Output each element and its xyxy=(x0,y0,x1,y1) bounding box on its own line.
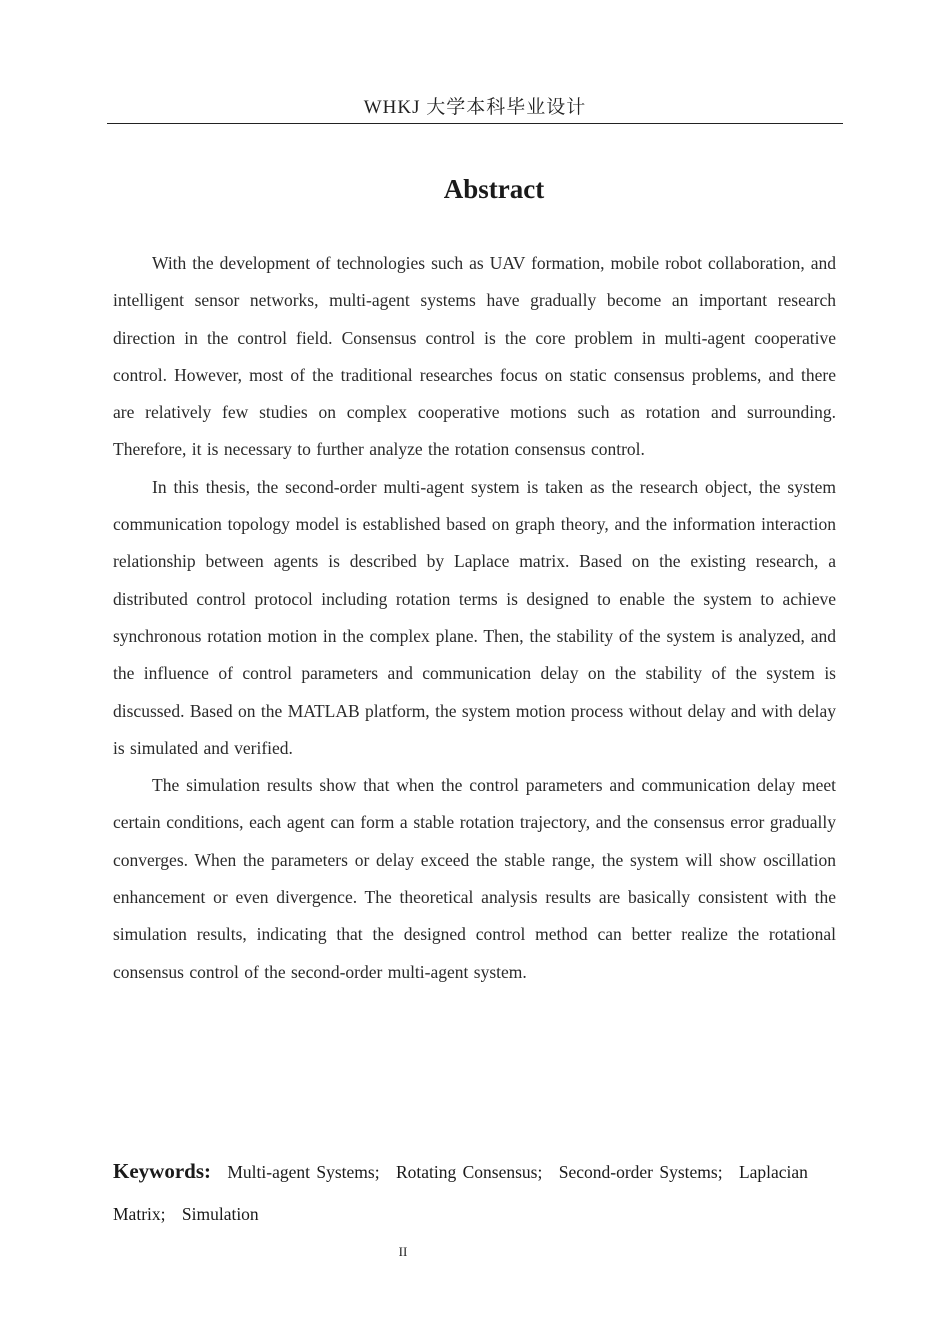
page-number: II xyxy=(398,1244,408,1259)
keyword-item: Rotating Consensus; xyxy=(395,1162,543,1182)
abstract-title: Abstract xyxy=(443,174,545,204)
abstract-paragraph-3: The simulation results show that when the control parameters and communication delay meet certain conditions, each agent can form a stable rotation trajectory, and the consensus error gradually converges. When the parameters or delay exceed the stable range, the system will show oscillation enhancement or even divergence. The theoretical analysis results are basically consistent with the simulation results, indicating that the designed control method can better realize the rotational consensus control of the second-order multi-agent system. xyxy=(113,775,836,982)
keyword-item: Second-order Systems; xyxy=(558,1162,723,1182)
keywords-label: Keywords: xyxy=(113,1159,211,1183)
header-rule xyxy=(107,123,843,124)
abstract-body xyxy=(113,245,836,991)
abstract-paragraph-1: With the development of technologies such as UAV formation, mobile robot collaboration, and intelligent sensor networks, multi-agent systems have gradually become an important research direction in the control field. Consensus control is the core problem in multi-agent cooperative control. However, most of the traditional researches focus on static consensus problems, and there are relatively few studies on complex cooperative motions such as rotation and surrounding. Therefore, it is necessary to further analyze the rotation consensus control. xyxy=(113,253,836,460)
keywords-section xyxy=(113,1150,836,1235)
running-header: WHKJ 大学本科毕业设计 xyxy=(363,97,587,118)
keyword-item: Multi-agent Systems; xyxy=(227,1162,380,1182)
keyword-item: Simulation xyxy=(181,1204,259,1224)
abstract-paragraph-2: In this thesis, the second-order multi-agent system is taken as the research object, the system communication topology model is established based on graph theory, and the information interaction relationship between agents is described by Laplace matrix. Based on the existing research, a distributed control protocol including rotation terms is designed to enable the system to achieve synchronous rotation motion in the complex plane. Then, the stability of the system is analyzed, and the influence of control parameters and communication delay on the stability of the system is discussed. Based on the MATLAB platform, the system motion process without delay and with delay is simulated and verified. xyxy=(113,476,836,758)
keyword-item: Laplacian Matrix; xyxy=(113,1162,808,1224)
